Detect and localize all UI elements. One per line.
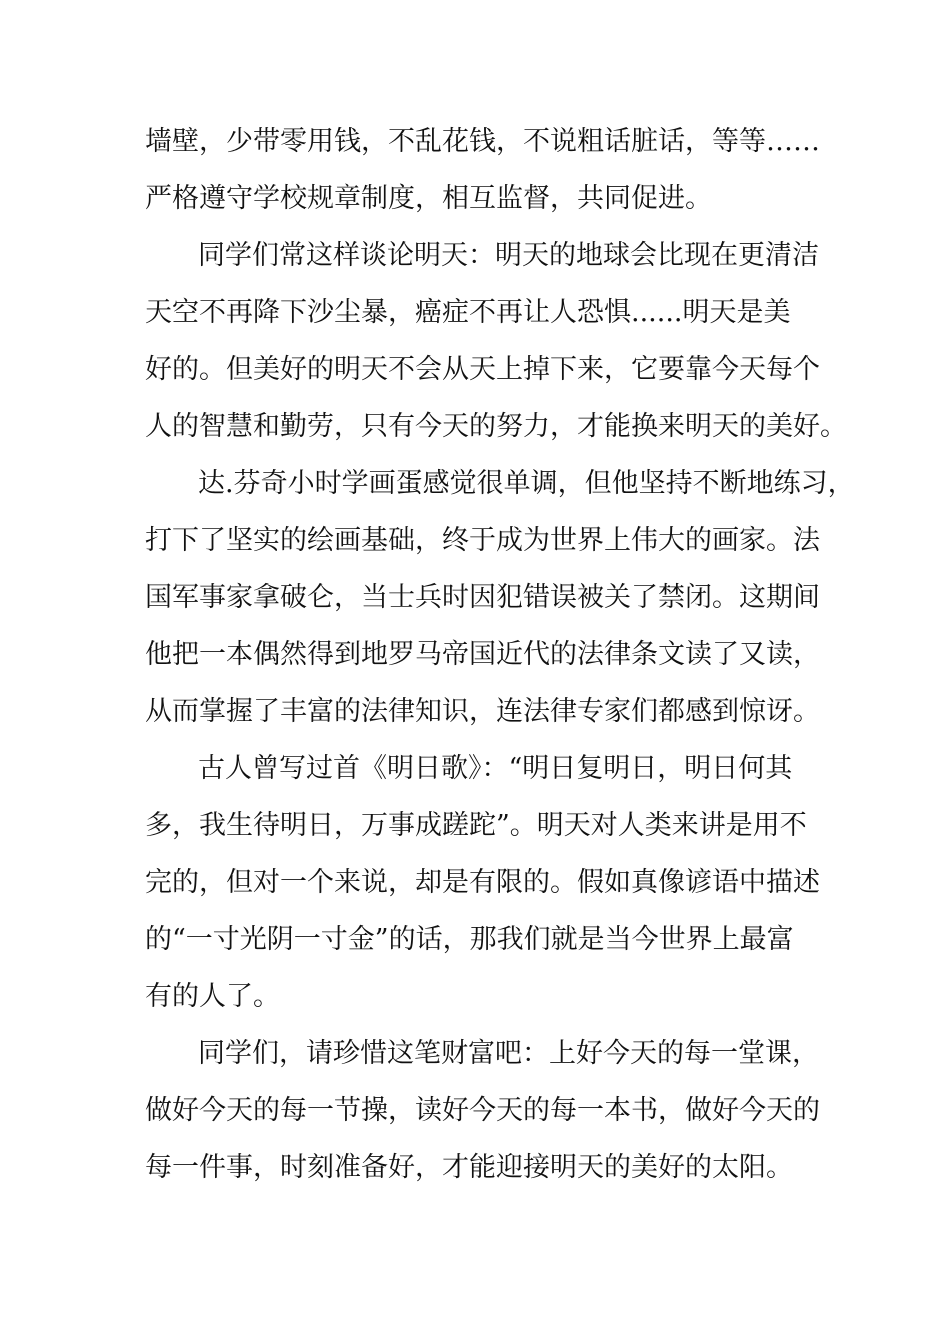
text-line: 严格遵守学校规章制度，相互监督，共同促进。 — [145, 183, 712, 214]
text-line: 打下了坚实的绘画基础，终于成为世界上伟大的画家。法 — [145, 525, 820, 556]
text-line: 完的，但对一个来说，却是有限的。假如真像谚语中描述 — [145, 867, 820, 898]
text-line: 每一件事，时刻准备好，才能迎接明天的美好的太阳。 — [145, 1152, 793, 1183]
paragraph-first-line: 同学们，请珍惜这笔财富吧：上好今天的每一堂课， — [198, 1038, 819, 1069]
text-line: 好的。但美好的明天不会从天上掉下来，它要靠今天每个 — [145, 354, 820, 385]
paragraph-first-line: 古人曾写过首《明日歌》：“明日复明日，明日何其 — [198, 753, 793, 784]
text-line: 国军事家拿破仑，当士兵时因犯错误被关了禁闭。这期间 — [145, 582, 820, 613]
text-line: 人的智慧和勤劳，只有今天的努力，才能换来明天的美好。 — [145, 411, 847, 442]
paragraph-first-line: 达.芬奇小时学画蛋感觉很单调，但他坚持不断地练习， — [198, 468, 855, 499]
text-line: 做好今天的每一节操，读好今天的每一本书，做好今天的 — [145, 1095, 820, 1126]
text-line: 天空不再降下沙尘暴，癌症不再让人恐惧......明天是美 — [145, 297, 791, 328]
text-line: 他把一本偶然得到地罗马帝国近代的法律条文读了又读， — [145, 639, 820, 670]
text-line: 的“一寸光阴一寸金”的话，那我们就是当今世界上最富 — [145, 924, 794, 955]
text-line: 从而掌握了丰富的法律知识，连法律专家们都感到惊讶。 — [145, 696, 820, 727]
paragraph-first-line: 同学们常这样谈论明天：明天的地球会比现在更清洁 — [198, 240, 819, 271]
text-line: 有的人了。 — [145, 981, 280, 1012]
text-line: 多，我生待明日，万事成蹉跎”。明天对人类来讲是用不 — [145, 810, 807, 841]
text-line: 墙壁，少带零用钱，不乱花钱，不说粗话脏话，等等…… — [145, 126, 820, 157]
